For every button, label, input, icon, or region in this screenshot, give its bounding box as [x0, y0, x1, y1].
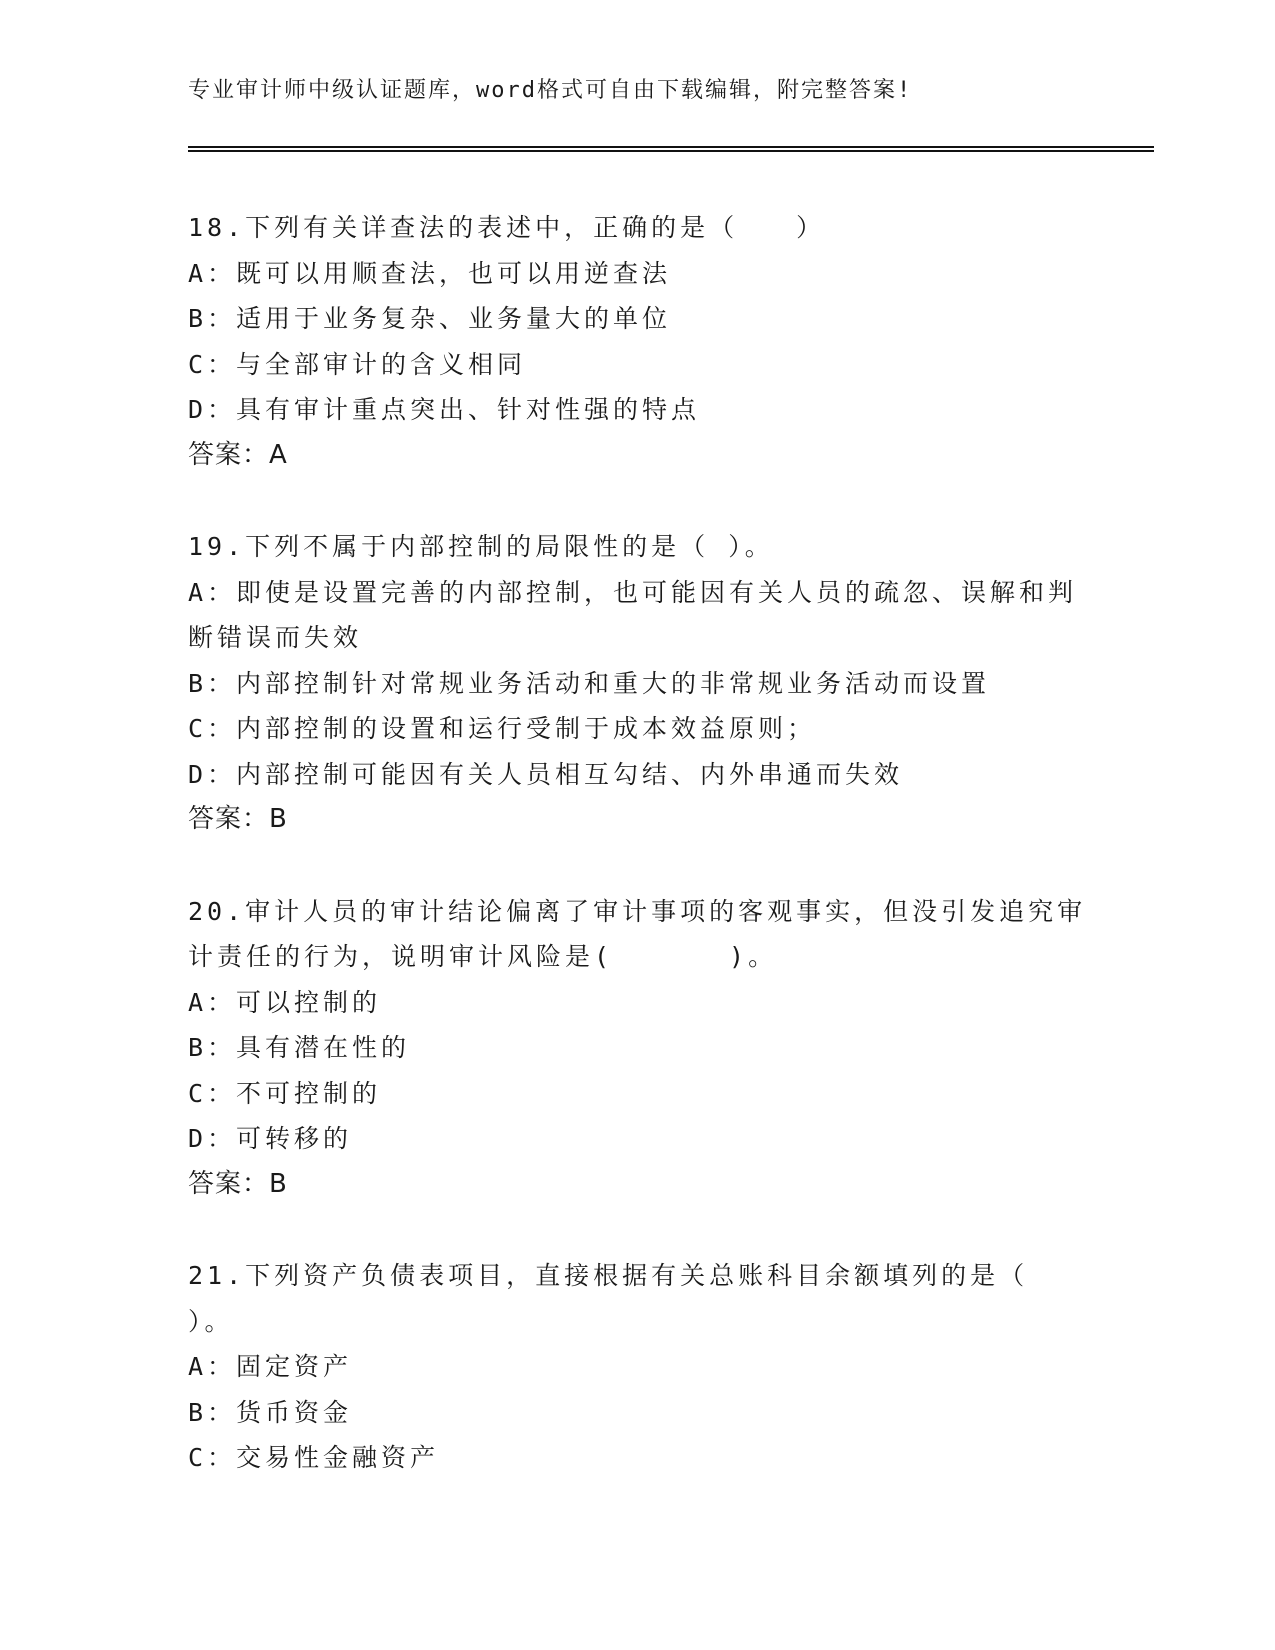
option-d: D：可转移的: [188, 1124, 353, 1153]
option-d: D：具有审计重点突出、针对性强的特点: [188, 395, 701, 424]
question-21: [188, 1253, 1088, 1481]
option-d: D：内部控制可能因有关人员相互勾结、内外串通而失效: [188, 759, 904, 789]
option-b: B：具有潜在性的: [188, 1033, 411, 1062]
option-a: A：固定资产: [188, 1352, 353, 1381]
question-list: [188, 205, 1088, 1527]
option-a: A：即使是设置完善的内部控制，也可能因有关人员的疏忽、误解和判断错误而失效: [188, 577, 1078, 652]
question-19: [188, 524, 1088, 843]
option-b: B：内部控制针对常规业务活动和重大的非常规业务活动而设置: [188, 668, 991, 698]
question-stem: 18.下列有关详查法的表述中，正确的是（ ）: [188, 213, 826, 242]
answer: 答案：A: [188, 439, 288, 470]
answer: 答案：B: [188, 1168, 288, 1199]
header-double-rule: [188, 146, 1154, 148]
question-18: [188, 205, 1088, 478]
answer: 答案：B: [188, 804, 288, 834]
option-c: C：交易性金融资产: [188, 1443, 440, 1472]
option-c: C：不可控制的: [188, 1078, 382, 1108]
question-stem: 21.下列资产负债表项目，直接根据有关总账科目余额填列的是（ ）。: [188, 1261, 1029, 1336]
option-c: C：与全部审计的含义相同: [188, 349, 527, 379]
option-a: A：可以控制的: [188, 987, 382, 1017]
option-a: A：既可以用顺查法，也可以用逆查法: [188, 258, 672, 288]
option-c: C：内部控制的设置和运行受制于成本效益原则；: [188, 714, 817, 743]
header-title: 专业审计师中级认证题库，word格式可自由下载编辑，附完整答案!: [188, 78, 913, 103]
question-stem: 19.下列不属于内部控制的局限性的是（ ）。: [188, 532, 774, 561]
question-stem: 20.审计人员的审计结论偏离了审计事项的客观事实，但没引发追究审计责任的行为，说明审计风险是( )。: [188, 896, 1087, 971]
option-b: B：货币资金: [188, 1397, 353, 1427]
option-b: B：适用于业务复杂、业务量大的单位: [188, 304, 672, 333]
question-20: [188, 889, 1088, 1208]
